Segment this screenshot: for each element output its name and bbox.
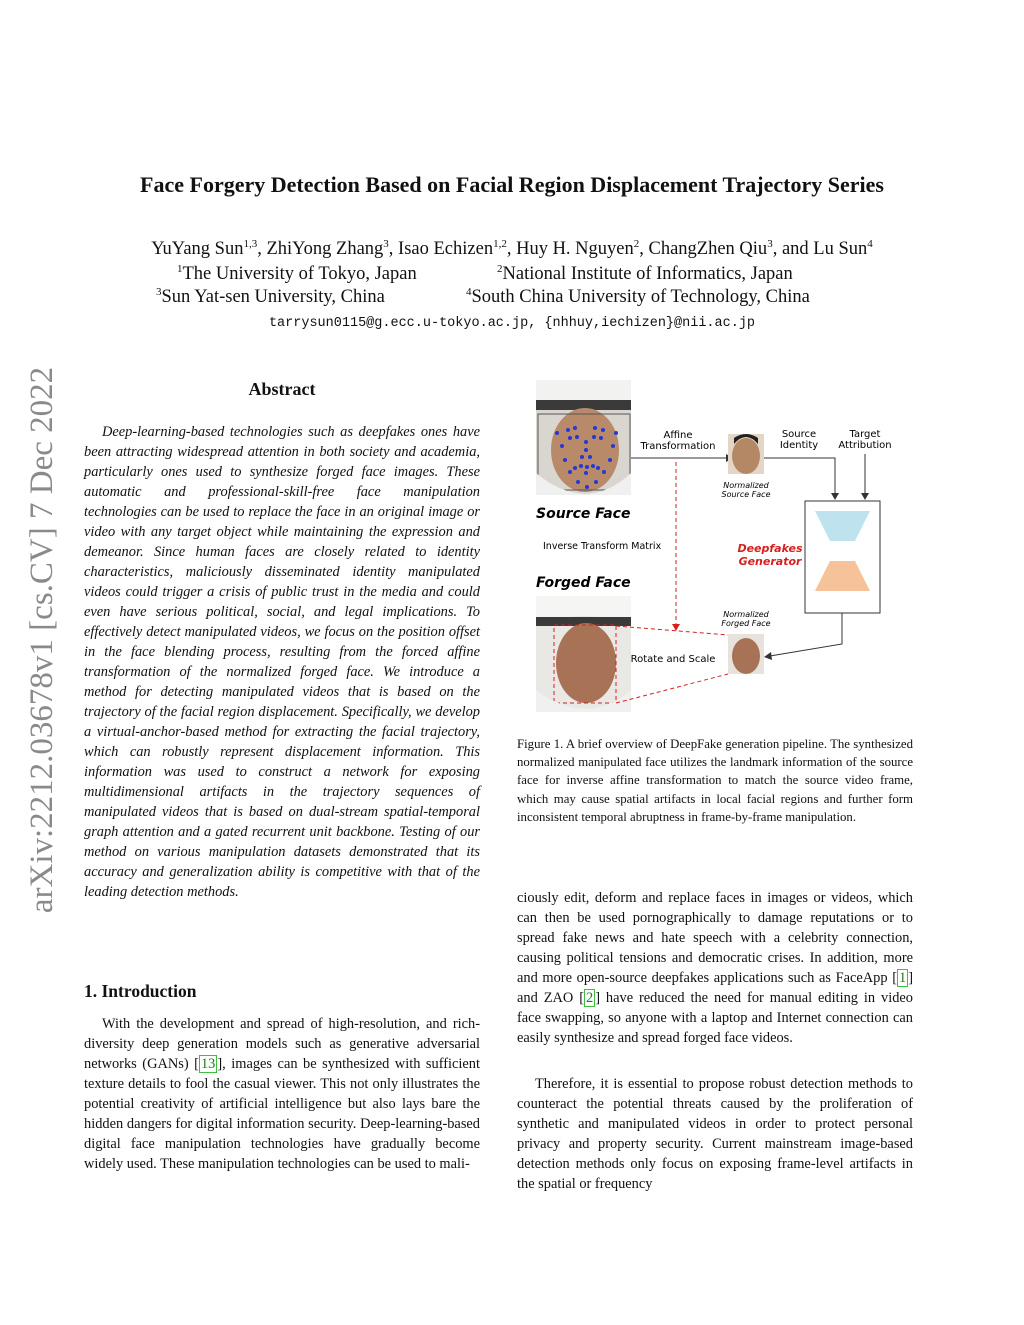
projection-line	[616, 626, 728, 635]
author: YuYang Sun	[151, 239, 244, 259]
arrowhead	[861, 493, 869, 500]
label-target-attribution-1: Target	[849, 429, 881, 440]
author: , and Lu Sun	[772, 239, 868, 259]
affiliation-2	[497, 264, 793, 285]
affiliation-sup: 4	[466, 285, 472, 298]
affiliation-text: South China University of Technology, China	[471, 287, 810, 307]
author-sup: 1,3	[243, 237, 258, 250]
citation-link[interactable]: 1	[899, 970, 907, 986]
affiliation-text: The University of Tokyo, Japan	[182, 264, 417, 284]
author-sup: 3	[767, 237, 773, 250]
abstract-heading: Abstract	[248, 379, 316, 399]
affiliation-4	[466, 287, 810, 308]
label-normalized-forged-2: Forged Face	[721, 619, 771, 628]
generator-encoder	[815, 511, 870, 541]
arrowhead	[672, 624, 680, 631]
intro-paragraph-right-continued: ciously edit, deform and replace faces in images or videos, which can then be used pornographically to damage reputations or to spread fake news and hate speech with a celebrity connection, causing political tensions and democratic crises. In addition, more and more open-source deepfakes applications such as FaceApp [ 1 ] and ZAO [ 2 ] have reduced the need for manual editing in video face swapping, so anyone with a laptop and Internet connection can easily synthesize and spread forged face videos.	[517, 890, 913, 1046]
abstract-text: Deep-learning-based technologies such as deepfakes ones have been attracting widespread attention in both society and academia, particularly ones used to synthesize forged face images. These automatic and professional-skill-free face manipulation technologies can be used to replace the face in an original image or video with any target object while maintaining the expression and demeanor. Since human faces are closely related to identity characteristics, maliciously disseminated identity manipulated videos could trigger a crisis of public trust in the media and could even have serious political, social, and legal implications. To effectively detect manipulated videos, we focus on the position offset in the face blending process, resulting from the forced affine transformation of the normalized forged face. We introduce a method for detecting manipulated videos that is based on the trajectory of the facial region displacement. Specifically, we develop a virtual-anchor-based method for extracting the facial trajectory, which can robustly represent displacement information. This information was used to construct a network for exposing multidimensional artifacts in the trajectory sequences of manipulated videos that is based on dual-stream spatial-temporal graph attention and a gated recurrent unit backbone. Testing of our method on various manipulation datasets demonstrated that its accuracy and generalization ability is competitive with that of the leading detection methods.	[84, 424, 480, 900]
affiliation-sup: 2	[497, 262, 503, 275]
author-list	[60, 239, 964, 260]
citation-link[interactable]: 13	[200, 1056, 216, 1072]
figure-1-diagram	[530, 378, 910, 718]
author-sup: 1,2	[493, 237, 507, 250]
section-heading-introduction: 1. Introduction	[84, 981, 197, 1001]
label-normalized-forged-1: Normalized	[723, 610, 769, 619]
author: , Isao Echizen	[388, 239, 494, 259]
figure-caption: Figure 1. A brief overview of DeepFake generation pipeline. The synthesized normalized manipulated face utilizes the landmark information of the source face for inverse affine transformation to match the source video frame, which may cause spatial artifacts in local facial regions and further form inconsistent temporal abruptness in frame-by-frame manipulation.	[517, 737, 913, 824]
affiliation-text: Sun Yat-sen University, China	[161, 287, 385, 307]
author-email: tarrysun0115@g.ecc.u-tokyo.ac.jp, {nhhuy,iechizen}@nii.ac.jp	[268, 316, 756, 331]
arrowhead	[764, 652, 772, 660]
projection-line	[616, 674, 728, 703]
author: , Huy H. Nguyen	[506, 239, 634, 259]
affiliation-sup: 3	[156, 285, 162, 298]
generator-decoder	[815, 561, 870, 591]
label-affine: Affine	[663, 430, 693, 441]
paper-title: Face Forgery Detection Based on Facial Region Displacement Trajectory Series	[140, 172, 884, 197]
label-source-identity-1: Source	[781, 429, 817, 440]
author: , ChangZhen Qiu	[639, 239, 768, 259]
author-sup: 4	[867, 237, 873, 250]
affiliation-text: National Institute of Informatics, Japan	[502, 264, 793, 284]
intro-text-run: ciously edit, deform and replace faces in images or videos, which can then be used pornographically to damage reputations or to spread fake news and hate speech with a celebrity connection, causing political tensions and democratic crises. In addition, more and more open-source deepfakes applications such as FaceApp	[517, 890, 913, 986]
intro-text-run: and ZAO	[517, 990, 580, 1006]
intro-text-run: With the development and spread of high-resolution, and rich-diversity deep generation models such as generative adversarial networks (GANs)	[84, 1016, 480, 1072]
label-target-attribution-2: Attribution	[838, 440, 892, 451]
author-sup: 2	[633, 237, 640, 250]
arrow-generator-output	[770, 613, 842, 656]
label-inverse-transform: Inverse Transform Matrix	[543, 541, 662, 552]
label-normalized-source-1: Normalized	[723, 481, 769, 490]
affiliation-3	[156, 287, 385, 308]
author: , ZhiYong Zhang	[257, 239, 384, 259]
label-normalized-source-2: Source Face	[721, 490, 771, 499]
intro-paragraph-2: Therefore, it is essential to propose robust detection methods to counteract the potential threats caused by the proliferation of synthetic and manipulated videos in order to protect personal privacy and property security. Current mainstream image-based detection methods only focus on exposing frame-level artifacts in the spatial or frequency	[517, 1076, 913, 1192]
label-source-identity-2: Identity	[779, 440, 819, 451]
arxiv-stamp: arXiv:2212.03678v1 [cs.CV] 7 Dec 2022	[24, 366, 60, 914]
citation-link[interactable]: 2	[586, 990, 594, 1006]
affiliation-1	[177, 264, 417, 285]
intro-paragraph-left: With the development and spread of high-resolution, and rich-diversity deep generation models such as generative adversarial networks (GANs) [ 13 ], images can be synthesized with sufficient texture details to fool the casual viewer. This not only illustrates the potential creativity of artificial intelligence but also lays bare the hidden dangers for digital information security. Deep-learning-based digital face manipulation technologies have gradually become widely used. These manipulation technologies can be used to mali-	[84, 1016, 480, 1172]
normalized-forged-face-image	[728, 634, 764, 674]
affiliation-sup: 1	[177, 262, 183, 275]
label-generator: Generator	[738, 555, 802, 568]
label-rotate-scale: Rotate and Scale	[630, 654, 716, 665]
label-forged-face: Forged Face	[536, 575, 631, 591]
forged-face-image	[536, 596, 631, 712]
label-source-face: Source Face	[536, 506, 631, 522]
source-face-image	[536, 380, 631, 495]
intro-text-run: , images can be synthesized with sufficient texture details to fool the casual viewer. This not only illustrates the potential creativity of artificial intelligence but also lays bare the hidden dangers for digital information security. Deep-learning-based digital face manipulation technologies have gradually become widely used. These manipulation technologies can be used to mali-	[84, 1056, 480, 1172]
arrow-source-identity	[764, 458, 835, 493]
label-transformation: Transformation	[640, 441, 716, 452]
figure-1	[530, 378, 910, 718]
normalized-source-face-image	[728, 434, 764, 474]
intro-text-run: have reduced the need for manual editing in video face swapping, so anyone with a laptop and Internet connection can easily synthesize and spread forged face videos.	[517, 990, 913, 1046]
arrowhead	[831, 493, 839, 500]
label-deepfakes: Deepfakes	[737, 542, 803, 555]
author-sup: 3	[383, 237, 389, 250]
